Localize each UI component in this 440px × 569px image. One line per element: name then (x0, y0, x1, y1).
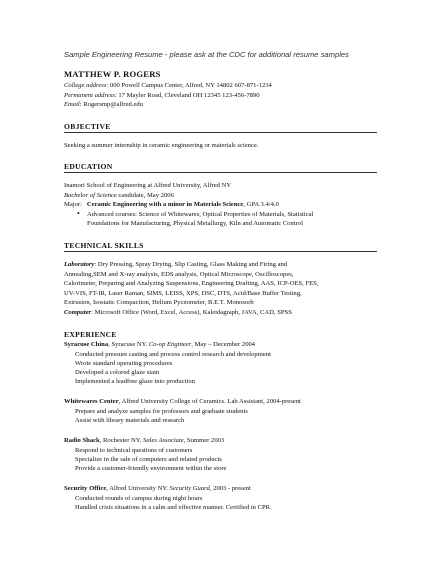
job-4-duty: Conducted rounds of campus during night hours (75, 495, 203, 502)
job-4-title: Security Guard (169, 485, 210, 492)
experience-heading: EXPERIENCE (64, 330, 117, 339)
job-2-duty: Assist with library materials and research (75, 417, 185, 424)
lab-line-2: Annealing,SEM and X-ray analysis, EDS analysis, Optical Microscope, Oscilloscopes, (64, 271, 294, 278)
lab-line-1 (64, 261, 287, 269)
email-label: Email (64, 101, 80, 108)
lab-text-1: : Dry Pressing, Spray Drying, Slip Casting, Glass Making and Firing and (94, 261, 288, 268)
job-3-header (64, 437, 224, 445)
job-4-employer: Security Office (64, 485, 107, 492)
objective-text: Seeking a summer internship in ceramic engineering or materials science. (64, 142, 259, 149)
job-3-duty: Respond to technical questions of customers (75, 447, 193, 454)
major-label: Major: (64, 201, 82, 208)
job-1-duty: Wrote standard operating procedures (75, 360, 173, 367)
job-1-duty: Implemented a leadfree glaze into production (75, 378, 195, 385)
degree-line (64, 192, 174, 200)
job-3-dates: , Summer 2003 (183, 437, 225, 444)
lab-line-5: Extrusion, Isostatic Compaction, Helium Pycnometer, B.E.T. Monosorb (64, 299, 254, 306)
computer-value: : Microsoft Office (Word, Excel, Access), Kaleidagraph, JAVA, CAD, SPSS (91, 309, 292, 316)
job-4-dates: , 2003 - present (209, 485, 251, 492)
school-line: Inamori School of Engineering at Alfred University, Alfred NY (64, 182, 232, 189)
college-address-line (64, 82, 272, 90)
job-1-header (64, 341, 255, 349)
job-1-dates: , May – December 2004 (191, 341, 256, 348)
computer-line (64, 309, 292, 317)
courses-line-1: Advanced courses: Science of Whitewares, Optical Properties of Materials, Statistical (87, 211, 314, 218)
candidate-name: MATTHEW P. ROGERS (64, 69, 161, 79)
courses-line-2: Foundations for Manufacturing, Physical Metallurgy, Kiln and Automatic Control (87, 220, 303, 227)
permanent-address-value: : 17 Mayler Road, Cleveland OH 12345 123-456-7890 (114, 92, 260, 99)
job-3-title: Sales Associate (143, 437, 184, 444)
job-2-duty: Prepare and analyze samples for professors and graduate students (75, 408, 248, 415)
job-3-duty: Specialize in the sale of computers and related products (75, 456, 222, 463)
job-4-header (64, 485, 251, 493)
job-1-location: , Syracuse NY. (108, 341, 149, 348)
degree-value: candidate, May 2006 (116, 192, 174, 199)
job-4-location: , Alfred University NY. (106, 485, 170, 492)
job-2-employer: Whitewares Center (64, 398, 119, 405)
computer-label: Computer (64, 309, 92, 316)
skills-divider (64, 251, 377, 252)
lab-line-3: Calorimeter, Preparing and Analyzing Suspensions, Engineering Drafting, AAS, ICP-OES, FES, (64, 280, 319, 287)
degree-label: Bachelor of Science (64, 192, 117, 199)
job-1-duty: Conducted pressure casting and process control research and development (75, 351, 271, 358)
objective-divider (64, 132, 377, 133)
gpa-value: , GPA 3.4/4.0 (243, 201, 279, 208)
job-3-location: , Rochester NY. (99, 437, 144, 444)
job-3-duty: Provide a customer-friendly environment within the store (75, 465, 227, 472)
college-address-label: College address (64, 82, 107, 89)
email-value[interactable]: : Rogersmp@alfred.edu (79, 101, 143, 108)
permanent-address-line (64, 92, 260, 100)
job-3-employer: Radio Shack (64, 437, 100, 444)
permanent-address-label: Permanent address (64, 92, 115, 99)
skills-heading: TECHNICAL SKILLS (64, 241, 144, 250)
major-line (64, 201, 279, 209)
job-1-title: Co-op Engineer (148, 341, 192, 348)
major-value: Ceramic Engineering with a minor in Materials Science (86, 201, 244, 208)
job-1-employer: Syracuse China (64, 341, 109, 348)
objective-heading: OBJECTIVE (64, 122, 111, 131)
email-line (64, 101, 143, 109)
job-4-duty: Handled crisis situations in a calm and effective manner. Certified in CPR. (75, 504, 272, 511)
lab-label: Laboratory (64, 261, 95, 268)
job-1-duty: Developed a colored glaze stain (75, 369, 160, 376)
job-2-location: , Alfred University College of Ceramics. Lab Assistant, 2004-present (118, 398, 301, 405)
sample-note: Sample Engineering Resume - please ask at the CDC for additional resume samples (64, 50, 349, 59)
education-heading: EDUCATION (64, 162, 113, 171)
lab-line-4: UV-VIS, FT-IR, Laser Raman, SIMS, LEISS, XPS, DSC, DTS, Acid/Base Buffer Testing, (64, 290, 302, 297)
education-divider (64, 172, 377, 173)
bullet-icon: • (77, 209, 80, 218)
college-address-value: : 000 Powell Campus Center, Alfred, NY 14802 607-871-1234 (106, 82, 272, 89)
job-2-header (64, 398, 301, 406)
